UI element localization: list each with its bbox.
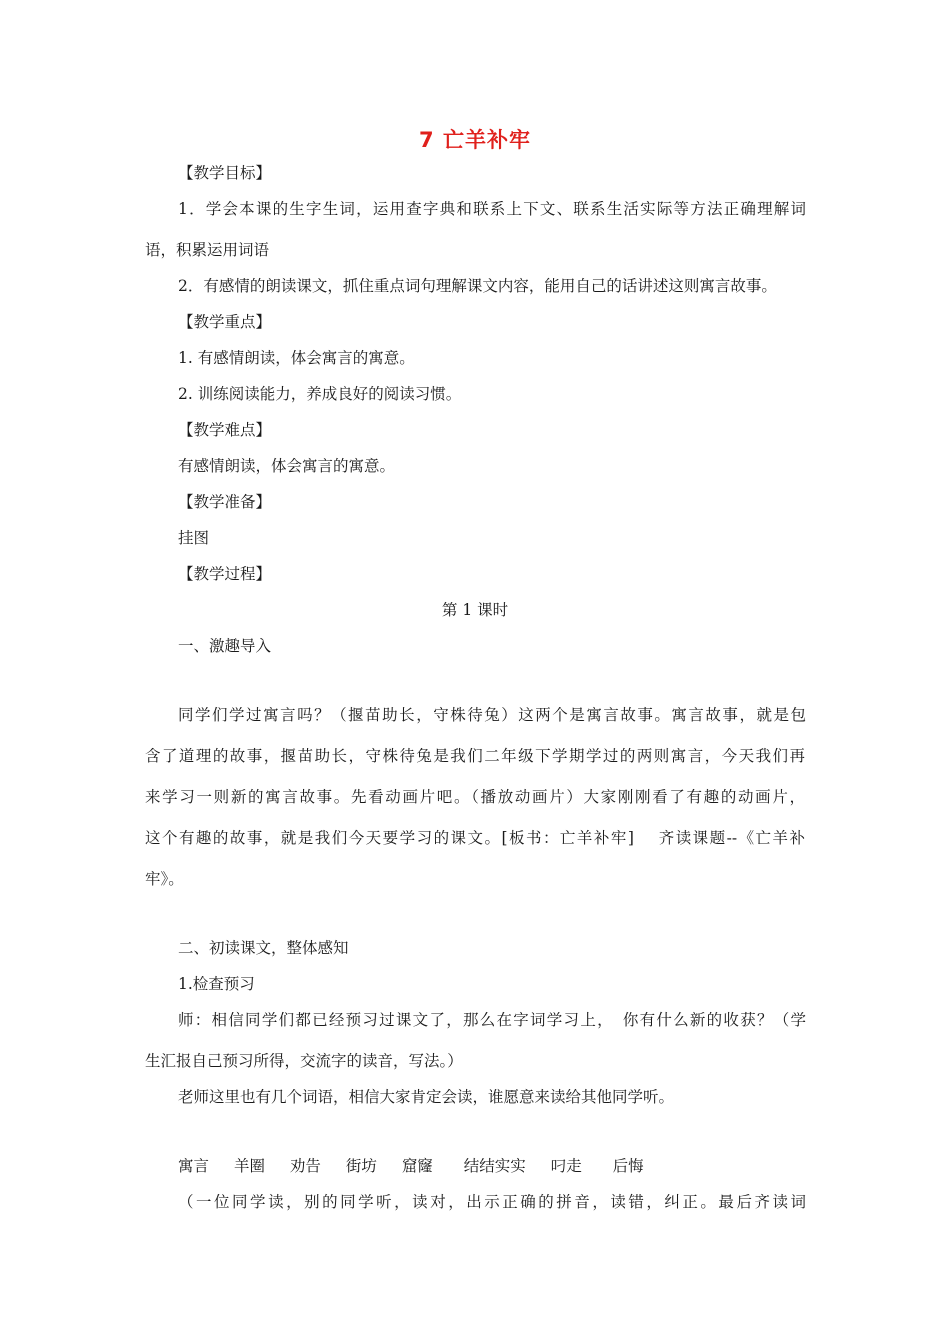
part-2-heading: 二、初读课文，整体感知 [178,939,349,957]
part-1-heading: 一、激趣导入 [178,637,272,655]
lesson-label: 第 1 课时 [441,601,509,619]
preparation-1: 挂图 [178,529,210,547]
objective-1-line-2: 语，积累运用词语 [145,241,270,259]
part-2-paragraph-3-line-1: （一位同学读，别的同学听，读对，出示正确的拼音，读错，纠正。最后齐读词 [178,1193,806,1211]
key-point-1: 1. 有感情朗读，体会寓言的寓意。 [178,349,415,367]
vocabulary-word: 后悔 [612,1157,644,1175]
process-heading: 【教学过程】 [178,565,272,583]
part-2-paragraph-2: 老师这里也有几个词语，相信大家肯定会读，谁愿意来读给其他同学听。 [178,1088,675,1106]
part-2-subheading: 1.检查预习 [178,975,255,993]
objective-1-line-1: 1．学会本课的生字生词，运用查字典和联系上下文、联系生活实际等方法正确理解词 [178,200,806,218]
part-1-paragraph-line-2: 含了道理的故事，揠苗助长，守株待兔是我们二年级下学期学过的两则寓言，今天我们再 [145,747,805,765]
vocabulary-word: 羊圈 [233,1157,265,1175]
key-point-2: 2. 训练阅读能力，养成良好的阅读习惯。 [178,385,462,403]
document-title: 7 亡羊补牢 [419,128,531,152]
part-2-paragraph-1-line-2: 生汇报自己预习所得，交流字的读音，写法。） [145,1052,463,1070]
difficulties-heading: 【教学难点】 [178,421,272,439]
preparation-heading: 【教学准备】 [178,493,272,511]
part-1-paragraph-line-4: 这个有趣的故事，就是我们今天要学习的课文。[板书：亡羊补牢] 齐读课题--《亡羊补 [145,829,805,847]
vocabulary-word: 街坊 [345,1157,377,1175]
objective-2: 2．有感情的朗读课文，抓住重点词句理解课文内容，能用自己的话讲述这则寓言故事。 [178,277,777,295]
key-points-heading: 【教学重点】 [178,313,272,331]
difficulty-1: 有感情朗读，体会寓言的寓意。 [178,457,396,475]
vocabulary-word: 窟窿 [401,1157,433,1175]
vocabulary-word: 劝告 [289,1157,321,1175]
vocabulary-word: 结结实实 [463,1157,526,1175]
vocabulary-word: 叼走 [550,1157,582,1175]
objectives-heading: 【教学目标】 [178,164,272,182]
part-1-paragraph-line-3: 来学习一则新的寓言故事。先看动画片吧。（播放动画片）大家刚刚看了有趣的动画片， [145,788,805,806]
part-2-paragraph-1-line-1: 师：相信同学们都已经预习过课文了，那么在字词学习上， 你有什么新的收获？（学 [178,1011,806,1029]
part-1-paragraph-line-5: 牢》。 [145,870,184,888]
part-1-paragraph-line-1: 同学们学过寓言吗？（揠苗助长，守株待兔）这两个是寓言故事。寓言故事，就是包 [178,706,806,724]
vocabulary-word: 寓言 [178,1157,210,1175]
vocabulary-list [178,1155,644,1177]
